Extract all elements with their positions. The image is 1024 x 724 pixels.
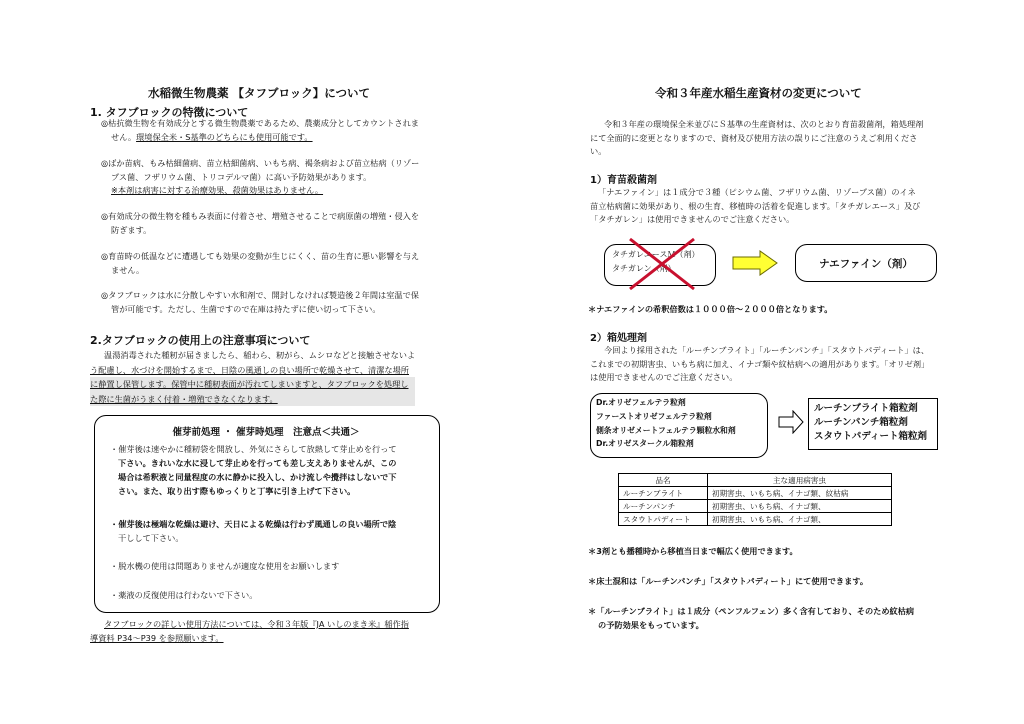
seedling-fungicide-text: 「ナエファイン」は１成分で３種（ピシウム菌、フザリウム菌、リゾープス菌）のイネ 苗立枯病菌に効果があり、根の生育、移植時の活着を促進します。「タチガレエース」及び 「タチガレン」は使用できませんのでご注意ください。 — [590, 187, 921, 224]
right-intro: 令和３年産の環境保全米並びにＳ基準の生産資材は、次のとおり育苗殺菌剤，箱処理剤 にて全面的に変更となりますので、資材及び使用方法の誤りにご注意のうえご利用くださ い。 — [590, 119, 924, 156]
pest-table — [618, 473, 892, 526]
table-cell: スタウトパディート — [619, 513, 708, 526]
table-header-pests: 主な適用病害虫 — [708, 474, 892, 487]
left-section2-heading: 2.タフブロックの使用上の注意事項について — [90, 334, 311, 347]
caution-item-4: ・薬液の反復使用は行わないで下さい。 — [110, 590, 258, 600]
box-treatment-heading: 2）箱処理剤 — [590, 333, 647, 344]
arrow-right-icon — [732, 250, 778, 276]
note-sheath-blight: ＊「ルーチンブライト」は１成分（ペンフルフェン）多く含有しており、そのため紋枯病 の予防効果をもっています。 — [588, 606, 915, 630]
right-title: 令和３年産水稲生産資材の変更について — [655, 86, 862, 100]
discontinued-treatment-list: Dr.オリゼフェルテラ粒剤 ファーストオリゼフェルテラ粒剤 側条オリゼメートフェルテラ顆粒水和剤 Dr.オリゼスタークル箱粒剤 — [596, 398, 736, 449]
note-usage-period: ＊3剤とも播種時から移植当日まで幅広く使用できます。 — [588, 546, 798, 556]
table-row — [619, 513, 892, 526]
left-footer-note: タフブロックの詳しい使用方法については、令和３年版『JA いしのまき米』稲作指 導資料 P34～P39 を参照願います。 — [90, 619, 409, 643]
feature-4: ◎育苗時の低温などに遭遇しても効果の変動が生じにくく、苗の生育に悪い影響を与え ません。 — [101, 251, 420, 275]
note-soil-mixing: ＊床土混和は「ルーチンパンチ」「スタウトパディート」にて使用できます。 — [588, 576, 869, 586]
caution-item-2: ・催芽後は極端な乾燥は避け、天日による乾燥は行わず風通しの良い場所で陰 干しして下さい。 — [110, 519, 397, 543]
left-section1-heading: 1. タフブロックの特徴について — [90, 106, 249, 119]
fungicide-dilution-note: ＊ナエファインの希釈倍数は１０００倍～２０００倍となります。 — [588, 304, 833, 314]
table-cell: 初期害虫、いもち病、イナゴ類、 — [708, 500, 892, 513]
feature-3: ◎有効成分の微生物を種もみ表面に付着させ、増殖させることで病原菌の増殖・侵入を 防ぎます。 — [101, 211, 420, 235]
table-header-name: 品名 — [619, 474, 708, 487]
seedling-fungicide-heading: 1）育苗殺菌剤 — [590, 175, 657, 186]
caution-item-1: ・催芽後は速やかに種籾袋を開放し、外気にさらして放熱して芽止めを行って 下さい。きれいな水に浸して芽止めを行っても差し支えありませんが、この 場合は希釈液と同量程度の水に静かに投入し、かけ流しや攪拌はしないで下 さい。また、取り出す際もゆっくりと丁寧に引き上げて下さい。 — [110, 444, 397, 496]
table-row — [619, 487, 892, 500]
section2-paragraph: 温湯消毒された種籾が届きましたら、稲わら、籾がら、ムシロなどと接触させないよ う配慮し、水づけを開始するまで、日陰の風通しの良い場所で乾燥させて、清潔な場所 に静置し保管します。保管中に種籾表面が汚れてしまいますと、タフブロックを処理し た際に生菌がうまく付着・増殖できなくなります。 — [90, 348, 415, 406]
discontinued-fungicide-list: タチガレエースＭ（剤） タチガレン（剤） — [612, 250, 700, 273]
table-cell: 初期害虫、いもち病、イナゴ類、紋枯病 — [708, 487, 892, 500]
feature-5: ◎タフブロックは水に分散しやすい水和剤で、開封しなければ製造後２年間は室温で保 管が可能です。ただし、生菌ですので在庫は持たずに使い切って下さい。 — [101, 290, 419, 314]
feature-1: ◎枯抗微生物を有効成分とする微生物農薬であるため、農薬成分としてカウントされま せん。環境保全米・S基準のどちらにも使用可能です。 — [101, 118, 419, 142]
caution-box-title: 催芽前処理 ・ 催芽時処理 注意点＜共通＞ — [172, 427, 360, 438]
table-cell: ルーチンパンチ — [619, 500, 708, 513]
table-header-row — [619, 474, 892, 487]
table-row — [619, 500, 892, 513]
cross-mark-icon — [626, 236, 698, 292]
arrow-right-icon — [778, 410, 804, 434]
box-treatment-text: 今回より採用された「ルーチンブライト」「ルーチンパンチ」「スタウトパディート」は、 これまでの初期害虫、いもち病に加え、イナゴ類や紋枯病への適用があります。「オリゼ剤」 は使用できませんのでご注意ください。 — [590, 345, 930, 382]
caution-item-3: ・脱水機の使用は問題ありませんが適度な使用をお願いします — [110, 561, 340, 571]
table-cell: 初期害虫、いもち病、イナゴ類、 — [708, 513, 892, 526]
new-fungicide-box: ナエファイン（剤） — [795, 244, 937, 282]
table-cell: ルーチンブライト — [619, 487, 708, 500]
feature-2: ◎ばか苗病、もみ枯細菌病、苗立枯細菌病、いもち病、褐条病および苗立枯病（リゾー プス菌、フザリウム菌、トリコデルマ菌）に高い予防効果があります。 ※本剤は病害に対する治療効果、殺菌効果はありません。 — [101, 158, 420, 195]
new-treatment-list: ルーチンブライト箱粒剤 ルーチンパンチ箱粒剤 スタウトパディート箱粒剤 — [814, 403, 928, 442]
left-title: 水稲微生物農薬 【タフブロック】について — [148, 86, 371, 100]
